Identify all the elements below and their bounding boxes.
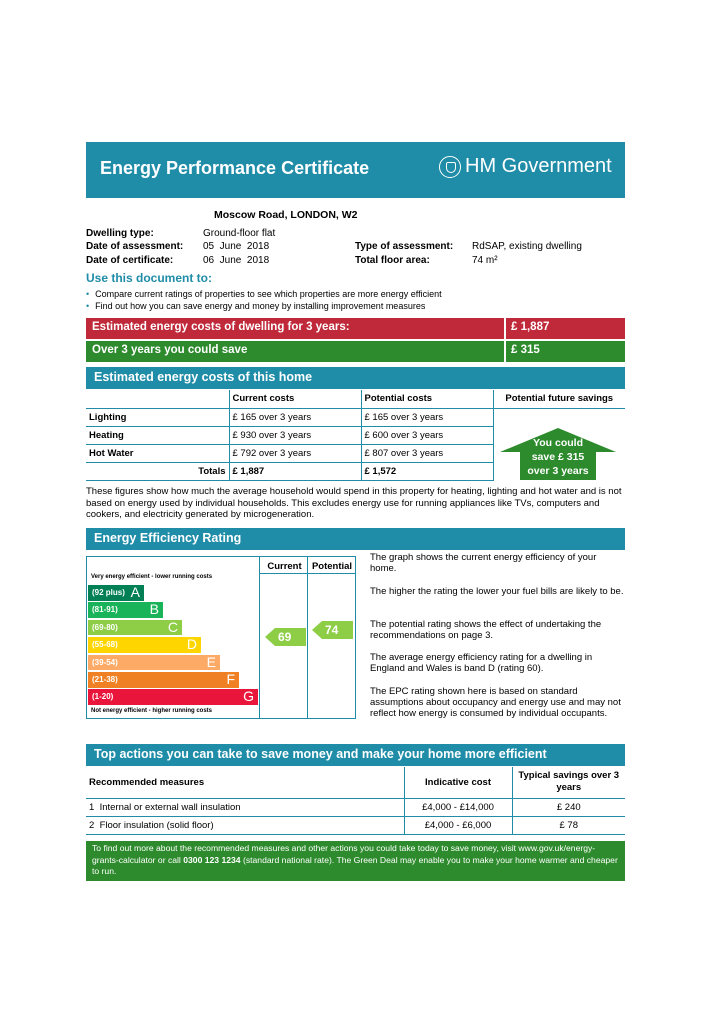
efficiency-text: The EPC rating shown here is based on standard assumptions about occupancy and energy use and may not reflect how energy is consumed by individual occupants. [370, 686, 621, 719]
col-potential-costs: Potential costs [361, 390, 493, 408]
assessment-date-label: Date of assessment: [86, 241, 184, 252]
certificate-date-value: 06 June 2018 [203, 255, 270, 266]
table-row: Hot Water £ 792 over 3 years £ 807 over 3 years [86, 444, 625, 462]
floor-area-label: Total floor area: [355, 255, 430, 266]
col-typical-savings: Typical savings over 3 years [512, 767, 625, 798]
rating-band-g: (1-20) G [88, 689, 258, 705]
phone-number: 0300 123 1234 [183, 854, 241, 865]
estimated-cost-bar [86, 318, 625, 339]
table-row: 2 Floor insulation (solid floor) £4,000 - £6,000 £ 78 [86, 816, 625, 834]
estimated-cost-value: £ 1,887 [511, 321, 550, 333]
rating-band-e: (39-54) E [88, 655, 220, 671]
actions-section-heading: Top actions you can take to save money and make your home more efficient [86, 744, 625, 766]
certificate-date-label: Date of certificate: [86, 255, 174, 266]
use-bullet: • Find out how you can save energy and money by installing improvement measures [86, 301, 426, 311]
costs-section-heading: Estimated energy costs of this home [86, 367, 625, 389]
table-row: 1 Internal or external wall insulation £4,000 - £14,000 £ 240 [86, 798, 625, 816]
assessment-type-label: Type of assessment: [355, 241, 454, 252]
efficiency-text: The potential rating shows the effect of undertaking the recommendations on page 3. [370, 619, 602, 641]
table-row: Lighting £ 165 over 3 years £ 165 over 3 years [86, 408, 625, 426]
savings-arrow [500, 428, 616, 480]
efficiency-text: The higher the rating the lower your fuel bills are likely to be. [370, 586, 624, 597]
efficiency-section-heading: Energy Efficiency Rating [86, 528, 625, 550]
savings-value: £ 315 [511, 344, 540, 356]
rating-band-a: (92 plus) A [88, 585, 144, 601]
estimated-cost-label: Estimated energy costs of dwelling for 3 years: [92, 321, 350, 333]
dwelling-type-label: Dwelling type: [86, 228, 154, 239]
col-current-rating: Current [267, 561, 302, 572]
rating-band-b: (81-91) B [88, 602, 163, 618]
col-recommended-measures: Recommended measures [86, 767, 404, 798]
assessment-date-value: 05 June 2018 [203, 241, 270, 252]
potential-rating-pointer [312, 621, 353, 639]
col-future-savings: Potential future savings [493, 390, 625, 408]
efficiency-text: The average energy efficiency rating for a dwelling in England and Wales is band D (rating 60). [370, 652, 593, 674]
rating-band-c: (69-80) C [88, 620, 182, 636]
current-rating-pointer [265, 628, 306, 646]
scale-bottom-note: Not energy efficient - higher running costs [91, 708, 213, 714]
savings-bar [86, 341, 625, 362]
totals-row: Totals £ 1,887 £ 1,572 [86, 462, 625, 480]
current-rating-value: 69 [278, 630, 292, 644]
certificate-header [86, 142, 625, 198]
rating-band-d: (55-68) D [88, 637, 201, 653]
page-title: Energy Performance Certificate [100, 158, 370, 178]
col-potential-rating: Potential [311, 561, 353, 572]
costs-note: These figures show how much the average household would spend in this property for heating, lighting and hot water and is not based on energy used by individual households. This excludes energy use for running appliances like TVs, computers and cookers, and electricity generated by microgeneration. [86, 486, 622, 520]
use-document-heading: Use this document to: [86, 271, 213, 285]
scale-top-note: Very energy efficient - lower running costs [91, 574, 213, 580]
use-bullet: • Compare current ratings of properties to see which properties are more energy efficient [86, 289, 442, 299]
col-indicative-cost: Indicative cost [404, 767, 512, 798]
table-row: Heating £ 930 over 3 years £ 600 over 3 years [86, 426, 625, 444]
property-address: Moscow Road, LONDON, W2 [214, 209, 358, 221]
logo-text: HM Government [465, 155, 612, 177]
hm-government-logo [439, 155, 612, 178]
floor-area-value: 74 m² [472, 255, 498, 266]
royal-crest-icon [439, 156, 461, 178]
rating-band-f: (21-38) F [88, 672, 239, 688]
footer-note: To find out more about the recommended measures and other actions you could take today to save money, visit www.gov.uk/energy-grants-calculator or call 0300 123 1234 (standard national rate). The Green Deal may enable you to make your home warmer and cheaper to run. [86, 841, 625, 881]
potential-rating-value: 74 [325, 623, 339, 637]
dwelling-type-value: Ground-floor flat [203, 228, 276, 239]
actions-table [86, 767, 625, 835]
col-current-costs: Current costs [229, 390, 361, 408]
arrow-text: You could save £ 315 over 3 years [527, 437, 589, 477]
assessment-type-value: RdSAP, existing dwelling [472, 241, 582, 252]
efficiency-text: The graph shows the current energy efficiency of your home. [370, 552, 597, 574]
savings-label: Over 3 years you could save [92, 344, 248, 356]
